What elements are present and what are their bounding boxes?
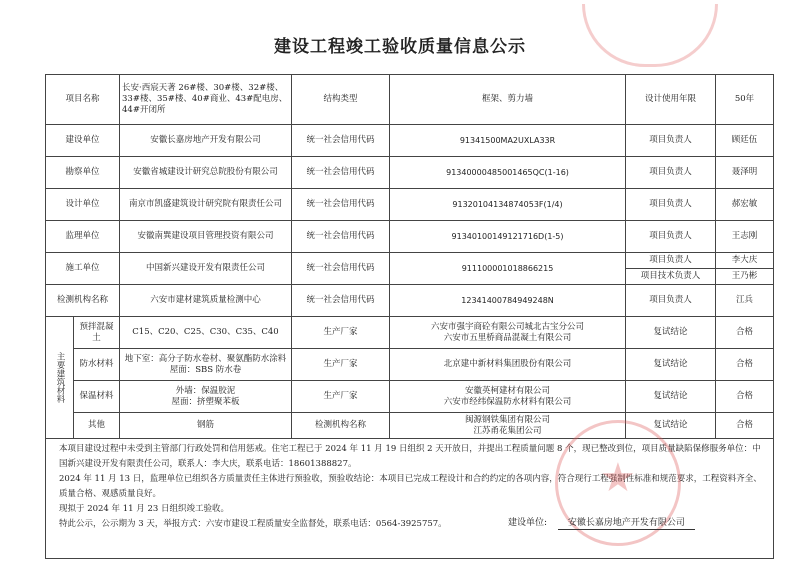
row-construction-unit [46, 125, 774, 157]
manufacturer-label: 生产厂家 [292, 381, 390, 413]
concrete-maker-1: 六安市强宇商砼有限公司城北古宝分公司 [431, 321, 585, 332]
insulation-maker-1: 安徽英柯建材有限公司 [465, 385, 551, 396]
builder-leader: 李大庆 [716, 253, 774, 269]
credit-code-label: 统一社会信用代码 [292, 189, 390, 221]
concrete-maker-2: 六安市五里桥商品混凝土有限公司 [443, 332, 572, 343]
project-name-label: 项目名称 [46, 75, 120, 125]
row-material-insulation [46, 381, 774, 413]
builder-label: 施工单位 [46, 253, 120, 285]
project-leader-label: 项目负责人 [626, 253, 716, 269]
note-line-1: 本项目建设过程中未受到主管部门行政处罚和信用惩戒。住宅工程已于 2024 年 11 月 19 日组织 2 天开放日，并提出工程质量问题 8 个，现已整改到位，项目质量缺陷保修服务单位：中国新兴建设开发有限责任公司，联系人：李大庆，联系电话：18601388827。 [59, 444, 761, 469]
supervision-code: 91340100149121716D(1-5) [390, 221, 626, 253]
other-label: 其他 [74, 413, 120, 439]
row-project-name [46, 75, 774, 125]
credit-code-label: 统一社会信用代码 [292, 125, 390, 157]
credit-code-label: 统一社会信用代码 [292, 253, 390, 285]
construction-leader: 顾廷伍 [716, 125, 774, 157]
construction-code: 91341500MA2UXLA33R [390, 125, 626, 157]
info-table [45, 74, 774, 559]
survey-value: 安徽省城建设计研究总院股份有限公司 [120, 157, 292, 189]
insulation-values [120, 381, 292, 413]
materials-group-label: 主要建筑材料 [46, 317, 74, 439]
builder-value: 中国新兴建设开发有限责任公司 [120, 253, 292, 285]
design-life-value: 50年 [716, 75, 774, 125]
review-label: 复试结论 [626, 381, 716, 413]
waterproof-pass: 合格 [716, 349, 774, 381]
concrete-label: 预拌混凝土 [74, 317, 120, 349]
row-material-waterproof [46, 349, 774, 381]
insulation-label: 保温材料 [74, 381, 120, 413]
insulation-pass: 合格 [716, 381, 774, 413]
note-line-4: 特此公示，公示期为 3 天，举报方式：六安市建设工程质量安全监督处，联系电话：0564-3925757。 [59, 519, 447, 529]
project-leader-label: 项目负责人 [626, 221, 716, 253]
testing-code: 12341400784949248N [390, 285, 626, 317]
other-pass: 合格 [716, 413, 774, 439]
row-testing-agency [46, 285, 774, 317]
row-builder-unit [46, 253, 774, 269]
tech-leader: 王乃彬 [716, 269, 774, 285]
other-agency-label: 检测机构名称 [292, 413, 390, 439]
review-label: 复试结论 [626, 317, 716, 349]
design-life-label: 设计使用年限 [626, 75, 716, 125]
project-leader-label: 项目负责人 [626, 125, 716, 157]
other-maker-2: 江苏甬花集团公司 [473, 425, 542, 436]
structure-value: 框架、剪力墙 [390, 75, 626, 125]
credit-code-label: 统一社会信用代码 [292, 285, 390, 317]
note-line-2: 2024 年 11 月 13 日，监理单位已组织各方质量责任主体进行预验收，预验收结论：本项目已完成工程设计和合约约定的各项内容，符合现行工程强制性标准和规范要求，工程资料齐全、质量合格、观感质量良好。 [59, 474, 762, 499]
supervision-leader: 王志刚 [716, 221, 774, 253]
row-supervision-unit [46, 221, 774, 253]
waterproof-value-2: 屋面：SBS 防水卷 [169, 364, 242, 375]
supervision-value: 安徽南巽建设项目管理投资有限公司 [120, 221, 292, 253]
concrete-makers [390, 317, 626, 349]
design-leader: 郝宏敏 [716, 189, 774, 221]
project-leader-label: 项目负责人 [626, 189, 716, 221]
notes-cell [46, 439, 774, 559]
project-name-value: 长安·西宸天著 26#楼、30#楼、32#楼、33#楼、35#楼、40#商业、43#配电房、44#开闭所 [120, 75, 292, 125]
row-material-concrete [46, 317, 774, 349]
other-maker-1: 闽源钢铁集团有限公司 [465, 414, 551, 425]
structure-label: 结构类型 [292, 75, 390, 125]
waterproof-label: 防水材料 [74, 349, 120, 381]
testing-value: 六安市建材建筑质量检测中心 [120, 285, 292, 317]
review-label: 复试结论 [626, 413, 716, 439]
construction-value: 安徽长嘉房地产开发有限公司 [120, 125, 292, 157]
waterproof-maker: 北京建中新材料集团股份有限公司 [390, 349, 626, 381]
waterproof-value-1: 地下室：高分子防水卷材、聚氨酯防水涂料 [124, 353, 287, 364]
design-code: 91320104134874053F(1/4) [390, 189, 626, 221]
row-notes [46, 439, 774, 559]
row-material-other [46, 413, 774, 439]
credit-code-label: 统一社会信用代码 [292, 221, 390, 253]
other-makers [390, 413, 626, 439]
builder-code: 911100001018866215 [390, 253, 626, 285]
manufacturer-label: 生产厂家 [292, 317, 390, 349]
signature-value: 安徽长嘉房地产开发有限公司 [558, 515, 695, 530]
other-value: 钢筋 [120, 413, 292, 439]
note-line-3: 现拟于 2024 年 11 月 23 日组织竣工验收。 [59, 504, 229, 514]
survey-leader: 聂泽明 [716, 157, 774, 189]
insulation-maker-2: 六安市经纬保温防水材料有限公司 [443, 396, 572, 407]
concrete-pass: 合格 [716, 317, 774, 349]
seal-star-icon: ★ [600, 455, 636, 501]
page-title: 建设工程竣工验收质量信息公示 [274, 37, 526, 57]
construction-label: 建设单位 [46, 125, 120, 157]
row-design-unit [46, 189, 774, 221]
tech-leader-label: 项目技术负责人 [626, 269, 716, 285]
design-value: 南京市凯盛建筑设计研究院有限责任公司 [120, 189, 292, 221]
design-label: 设计单位 [46, 189, 120, 221]
supervision-label: 监理单位 [46, 221, 120, 253]
survey-label: 勘察单位 [46, 157, 120, 189]
signature-label: 建设单位: [508, 518, 548, 528]
testing-leader: 江兵 [716, 285, 774, 317]
testing-label: 检测机构名称 [46, 285, 120, 317]
waterproof-values [120, 349, 292, 381]
manufacturer-label: 生产厂家 [292, 349, 390, 381]
insulation-makers [390, 381, 626, 413]
insulation-value-2: 屋面：挤塑聚苯板 [171, 396, 240, 407]
credit-code-label: 统一社会信用代码 [292, 157, 390, 189]
project-leader-label: 项目负责人 [626, 285, 716, 317]
concrete-value: C15、C20、C25、C30、C35、C40 [120, 317, 292, 349]
signature-block [508, 515, 695, 530]
survey-code: 91340000485001465QC(1-16) [390, 157, 626, 189]
project-leader-label: 项目负责人 [626, 157, 716, 189]
review-label: 复试结论 [626, 349, 716, 381]
insulation-value-1: 外墙：保温胶泥 [175, 385, 236, 396]
row-survey-unit [46, 157, 774, 189]
